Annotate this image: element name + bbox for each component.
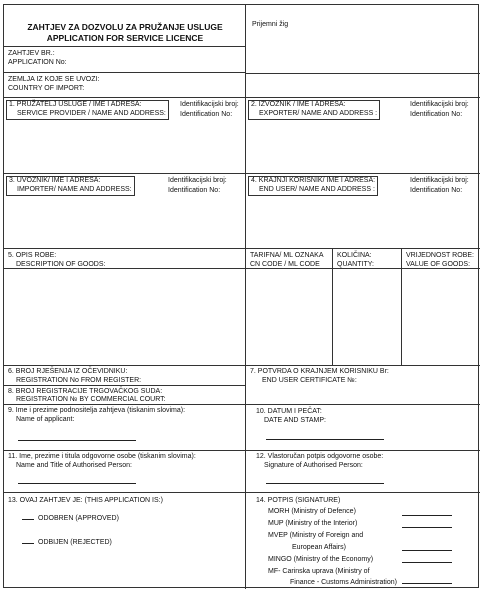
box-5-header-divider — [4, 268, 480, 269]
box-5-quantity[interactable]: KOLIČINA: QUANTITY: — [333, 248, 402, 365]
mup-signature-line[interactable] — [402, 527, 452, 528]
title-box — [4, 5, 246, 47]
box-8-right-empty — [246, 385, 480, 404]
box-3-importer[interactable]: 3. UVOZNIK/ IME I ADRESA: IMPORTER/ NAME AND ADDRESS: Identifikacijski broj: Identification No: — [4, 173, 246, 248]
box-9-applicant-name[interactable]: 9. Ime i prezime podnositelja zahtjeva (tiskanim slovima): Name of applicant: — [4, 404, 246, 450]
box-4-end-user[interactable]: 4. KRAJNJI KORISNIK/ IME I ADRESA: END USER/ NAME AND ADDRESS : Identifikacijski broj: Identification No: — [246, 173, 480, 248]
authorised-person-line — [18, 483, 136, 484]
box-10-date-stamp[interactable]: 10. DATUM I PEČAT: DATE AND STAMP: — [246, 404, 480, 450]
mvep-signature-line[interactable] — [402, 550, 452, 551]
box-7-end-user-certificate[interactable]: 7. POTVRDA O KRAJNJEM KORISNIKU Br: END USER CERTIFICATE №: — [246, 365, 480, 385]
country-import-field[interactable]: ZEMLJA IZ KOJE SE UVOZI: COUNTRY OF IMPORT: — [4, 73, 246, 97]
box-2-exporter[interactable]: 2. IZVOZNIK / IME I ADRESA: EXPORTER/ NAME AND ADDRESS : Identifikacijski broj: Identification No: — [246, 97, 480, 173]
applicant-name-line — [18, 440, 136, 441]
box-14-ministry-signatures: 14. POTPIS (SIGNATURE) MORH (Ministry of Defence) MUP (Ministry of the Interior) MVEP (Ministry of Foreign and European Affairs) MINGO (Ministry of the Economy) MF- Carinska uprava (Ministry of Finance - Customs Administration) — [246, 492, 480, 589]
signature-line — [266, 483, 384, 484]
stamp-area — [246, 73, 480, 97]
box-13-application-status: 13. OVAJ ZAHTJEV JE: (THIS APPLICATION IS:) ODOBREN (APPROVED) ODBIJEN (REJECTED) — [4, 492, 246, 589]
box-8-commercial-court[interactable]: 8. BROJ REGISTRACIJE TRGOVAČKOG SUDA: REGISTRATION № BY COMMERCIAL COURT: — [4, 385, 246, 404]
mf-signature-line[interactable] — [402, 583, 452, 584]
service-licence-form — [3, 4, 479, 588]
morh-signature-line[interactable] — [402, 515, 452, 516]
box-6-registration-no[interactable]: 6. BROJ RJEŠENJA IZ OČEVIDNIKU: REGISTRATION No FROM REGISTER: — [4, 365, 246, 385]
box-5-value[interactable]: VRIJEDNOST ROBE: VALUE OF GOODS: — [402, 248, 480, 365]
rejected-option[interactable]: ODBIJEN (REJECTED) — [38, 539, 112, 546]
approved-option[interactable]: ODOBREN (APPROVED) — [38, 515, 119, 522]
box-5-description-of-goods[interactable]: 5. OPIS ROBE: DESCRIPTION OF GOODS: — [4, 248, 246, 365]
date-stamp-line — [266, 439, 384, 440]
mingo-signature-line[interactable] — [402, 562, 452, 563]
application-no-field[interactable]: ZAHTJEV BR.: APPLICATION No: — [4, 47, 246, 73]
box-12-signature[interactable]: 12. Vlastoručan potpis odgovorne osobe: Signature of Authorised Person: — [246, 450, 480, 492]
box-1-service-provider[interactable]: 1. PRUŽATELJ USLUGE / IME I ADRESA: SERVICE PROVIDER / NAME AND ADDRESS: Identifikacijski broj: Identification No: — [4, 97, 246, 173]
box-5-cn-code[interactable]: TARIFNA/ ML OZNAKA CN CODE / ML CODE — [246, 248, 333, 365]
form-title-hr: ZAHTJEV ZA DOZVOLU ZA PRUŽANJE USLUGE — [27, 22, 223, 32]
stamp-label: Prijemni žig — [252, 21, 289, 28]
rejected-checkbox-line[interactable] — [22, 543, 34, 544]
approved-checkbox-line[interactable] — [22, 519, 34, 520]
form-title-en: APPLICATION FOR SERVICE LICENCE — [46, 33, 204, 43]
box-11-authorised-person[interactable]: 11. Ime, prezime i titula odgovorne osobe (tiskanim slovima): Name and Title of Authorised Person: — [4, 450, 246, 492]
